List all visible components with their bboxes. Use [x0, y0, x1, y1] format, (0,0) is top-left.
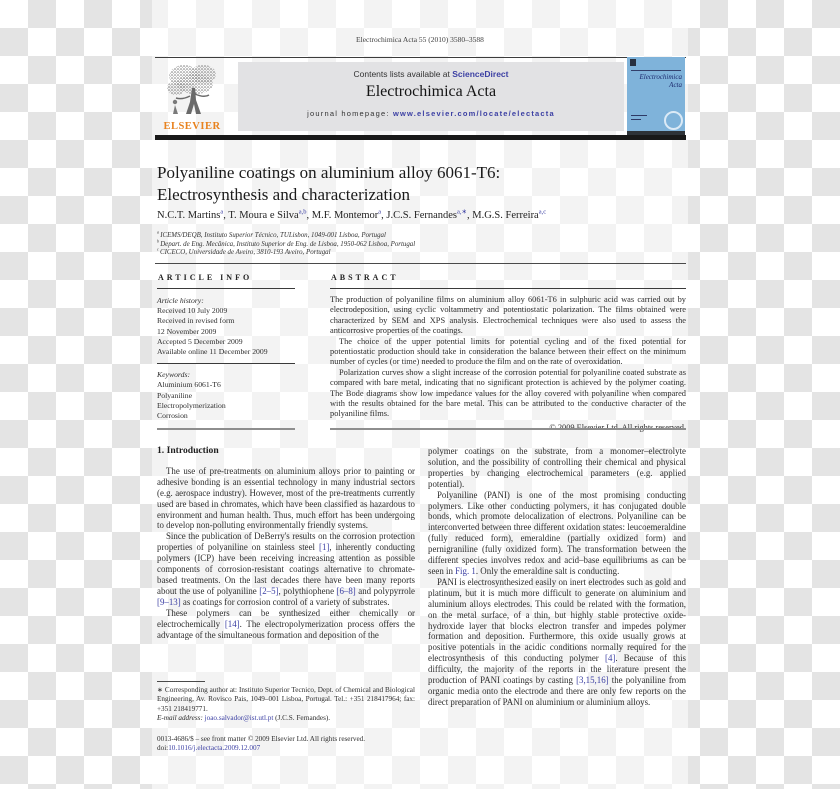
paragraph	[157, 466, 415, 531]
paragraph	[428, 446, 686, 490]
text-segment: c	[157, 247, 160, 253]
citation-ref[interactable]: [4]	[604, 653, 616, 664]
text-segment: The production of polyaniline films on aluminium alloy 6061-T6 in sulphuric acid was carried out by electrodeposition, using cyclic voltammetry and potentiostatic polarization. The films obtained were characterized by SEM and XPS analysis. Electrochemical techniques were also used to assess the anticorrosive properties of the coatings.	[330, 295, 686, 336]
keyword: Aluminium 6061-T6	[157, 380, 221, 390]
cover-smalltext-line	[631, 115, 647, 116]
inline-link[interactable]: a	[378, 208, 382, 216]
text-segment: Contents lists available at	[353, 69, 453, 79]
article-info-column	[157, 296, 309, 421]
article-info-bottom-rule	[157, 428, 295, 430]
journal-cover-thumbnail[interactable]	[627, 57, 685, 132]
paragraph	[157, 608, 415, 641]
text-segment: The choice of the upper potential limits for potential cycling and of the fixed potential for potentiostatic production should take in consideration the balance between their effect on the minimum number of cycles (or time) needed to produce the film and on the rate of overoxidation.	[330, 336, 686, 367]
header-top-rule	[155, 57, 686, 58]
text-segment: ∗ Corresponding author at: Instituto Superior Tecnico, Dept. of Chemical and Biological Engineering, Av. Rovisco Pais, 1049–001 Lisboa, Portugal. Tel.: +351 218417964; fax: +351 218419771.	[157, 686, 415, 713]
doi-line	[157, 744, 415, 753]
paragraph	[330, 337, 686, 368]
history-line: Received in revised form	[157, 316, 235, 326]
elsevier-wordmark: ELSEVIER	[163, 121, 221, 132]
journal-citation: Electrochimica Acta 55 (2010) 3580–3588	[356, 35, 484, 44]
text-segment: , M.F. Montemor	[306, 210, 379, 221]
citation-ref[interactable]: [3,15,16]	[576, 675, 609, 686]
text-segment: The use of pre-treatments on aluminium alloys prior to painting or adhesive bonding is an essential technology in many industrial sectors (e.g. aerospace industry). However, most of the pre-treatments currently used are based in chromates, which have been classified as hazardous to environment and human health. Thus, much effort has been undergoing to develop non-polluting environmentally friendly systems.	[157, 465, 415, 531]
journal-homepage-line	[238, 109, 624, 118]
corresponding-author-note	[157, 686, 415, 724]
inline-link[interactable]: a,∗	[457, 208, 467, 216]
abstract-bottom-rule	[330, 428, 686, 430]
figure-ref[interactable]: Fig. 1	[455, 565, 476, 576]
citation-ref[interactable]: [14]	[224, 618, 240, 629]
abstract-paragraphs	[330, 295, 686, 420]
doi-link[interactable]: 10.1016/j.electacta.2009.12.007	[168, 744, 261, 753]
inline-link[interactable]: a,b	[298, 208, 307, 216]
title-divider-rule	[155, 263, 686, 264]
article-info-heading: ARTICLE INFO	[158, 273, 253, 282]
paragraph	[157, 531, 415, 607]
cover-divider	[631, 70, 681, 71]
article-info-divider	[157, 363, 295, 364]
text-segment: PANI is electrosynthesized easily on inert electrodes such as gold and platinum, but it is much more difficult to generate on aluminium and aluminium alloys electrodes. This could be related with the formation, on the metal surface, of a thin, but highly stable protective oxide-hydroxide layer that blocks electron transfer and impedes polymer formation and deposition. Furthermore, this oxide usually grows at positive potentials in the acidic conditions normally required for the electrosynthesis of this conducting polymer	[428, 576, 686, 664]
text-segment: a	[157, 229, 161, 235]
history-line: 12 November 2009	[157, 326, 217, 336]
text-segment: doi:	[157, 744, 169, 753]
paragraph	[428, 577, 686, 708]
text-segment: CICECO, Universidade de Aveiro, 3810-193 Aveiro, Portugal	[159, 249, 331, 257]
left-paragraphs	[157, 466, 415, 641]
cover-publisher-mark-icon	[630, 59, 636, 66]
cover-society-emblem-icon	[664, 111, 683, 130]
section-heading: 1. Introduction	[157, 445, 219, 456]
article-title: Polyaniline coatings on aluminium alloy 6061-T6: Electrosynthesis and characterization	[157, 163, 501, 204]
text-segment: the polyaniline from organic media onto the electrode and there are only few reports on the direct preparation of PANI on aluminium or aluminium alloys.	[428, 675, 686, 707]
text-segment: , polythiophene	[278, 585, 337, 596]
inline-link[interactable]: a	[220, 208, 224, 216]
text-segment: Polyaniline (PANI) is one of the most promising conducting polymers. Like other conducting polymers, it has conjugated double bonds, which promote delocalization of electrons. Polyaniline can be interconverted between three different oxidation states: leucoemeraldine (fully reduced form), emeraldine (partially oxidized form) and pernigraniline (fully oxidized form). The transformation between the different species involves redox and acid–base equilibriums as can be seen in	[428, 489, 686, 576]
citation-ref[interactable]: [1]	[319, 542, 330, 553]
keyword: Polyaniline	[157, 390, 193, 400]
abstract-column	[330, 295, 686, 433]
text-segment: Polarization curves show a slight increase of the corrosion potential for polyaniline coated substrate as compared with bare metal, indicating that no significant protection is achieved by the polymer coating. The Bode diagrams show low impedance values for the alloy covered with polyaniline when compared with the results obtained for the bare metal. This can be attributed to the conductive character of the polyaniline films.	[330, 367, 686, 419]
text-segment: Depart. de Eng. Mecânica, Instituto Superior de Eng. de Lisboa, 1950-062 Lisboa, Portugal	[160, 240, 416, 248]
citation-ref[interactable]: [2–5]	[259, 585, 279, 596]
journal-homepage-link[interactable]: www.elsevier.com/locate/electacta	[392, 109, 555, 118]
text-segment: N.C.T. Martins	[157, 210, 221, 221]
text-segment: and polypyrrole	[355, 585, 415, 596]
text-segment: ICEMS/DEQB, Instituto Superior Técnico, TULisbon, 1049-001 Lisboa, Portugal	[160, 232, 386, 239]
article-history-label: Article history:	[157, 296, 204, 305]
body-right-column	[428, 446, 686, 708]
keywords-label: Keywords:	[157, 370, 191, 380]
paragraph	[157, 249, 682, 258]
front-matter-line: 0013-4686/$ – see front matter © 2009 Elsevier Ltd. All rights reserved.	[157, 734, 366, 743]
keyword: Electropolymerization	[157, 400, 226, 410]
text-segment: as coatings for corrosion control of a variety of substrates.	[180, 596, 390, 607]
footnote-block	[157, 681, 415, 753]
affiliations	[157, 229, 682, 258]
inline-link[interactable]: a,c	[538, 208, 547, 216]
text-segment: Since the publication of DeBerry's results on the corrosion protection properties of polyaniline on stainless steel	[157, 531, 415, 553]
cover-journal-title: Electrochimica Acta	[639, 73, 682, 89]
journal-title: Electrochimica Acta	[365, 83, 497, 100]
abstract-heading-rule	[330, 288, 686, 289]
contents-lists-line	[238, 69, 624, 79]
citation-ref[interactable]: [9–13]	[157, 596, 181, 607]
paragraph	[428, 490, 686, 577]
cover-smalltext-line	[631, 119, 641, 120]
sciencedirect-link[interactable]: ScienceDirect	[452, 69, 509, 79]
history-line: Accepted 5 December 2009	[157, 336, 243, 346]
text-segment: , T. Moura e Silva	[223, 210, 299, 221]
email-link[interactable]: joao.salvador@ist.utl.pt	[204, 714, 274, 723]
text-segment: polymer coatings on the substrate, from a monomer–electrolyte solution, and the possibility of controlling their chemical and physical properties by changing electrochemical parameters (e.g. applied potential).	[428, 446, 686, 489]
paragraph	[330, 295, 686, 337]
right-paragraphs	[428, 446, 686, 708]
text-segment: . Because of this difficulty, the majority of the reports in the literature present the production of PANI coatings by casting	[428, 653, 686, 686]
elsevier-logo	[156, 62, 228, 133]
text-segment: E-mail address:	[157, 714, 205, 723]
text-segment: , inherently conducting polymers (ICP) have been receiving increasing attention as possible components of corrosion-resistant coatings alternative to chromate-based treatments. On the last decades there have been many reports about the use of polyaniline	[157, 542, 415, 596]
text-segment: (J.C.S. Fernandes).	[273, 714, 331, 723]
text-segment: . Only the emeraldine salt is conducting.	[475, 565, 620, 576]
header-black-bar	[155, 135, 686, 140]
paragraph	[330, 368, 686, 420]
citation-ref[interactable]: [6–8]	[336, 585, 356, 596]
elsevier-tree-icon	[162, 62, 222, 118]
paragraph	[157, 714, 415, 723]
keyword: Corrosion	[157, 411, 188, 421]
text-segment: b	[157, 238, 161, 244]
text-segment: journal homepage:	[307, 109, 393, 118]
history-line: Available online 11 December 2009	[157, 347, 268, 357]
author-list	[157, 210, 682, 221]
text-segment: , J.C.S. Fernandes	[381, 210, 458, 221]
article-info-heading-rule	[157, 288, 295, 289]
text-segment: , M.G.S. Ferreira	[466, 210, 539, 221]
history-line: Received 10 July 2009	[157, 306, 228, 316]
text-segment: . The electropolymerization process offers the advantage of the simultaneous formation and deposition of the	[157, 618, 415, 640]
footnote-rule	[157, 681, 205, 682]
text-segment: These polymers can be synthesized either chemically or electrochemically	[157, 607, 415, 629]
journal-banner	[238, 62, 624, 131]
body-left-column	[157, 446, 415, 640]
paragraph	[157, 686, 415, 714]
abstract-heading: ABSTRACT	[331, 273, 399, 282]
